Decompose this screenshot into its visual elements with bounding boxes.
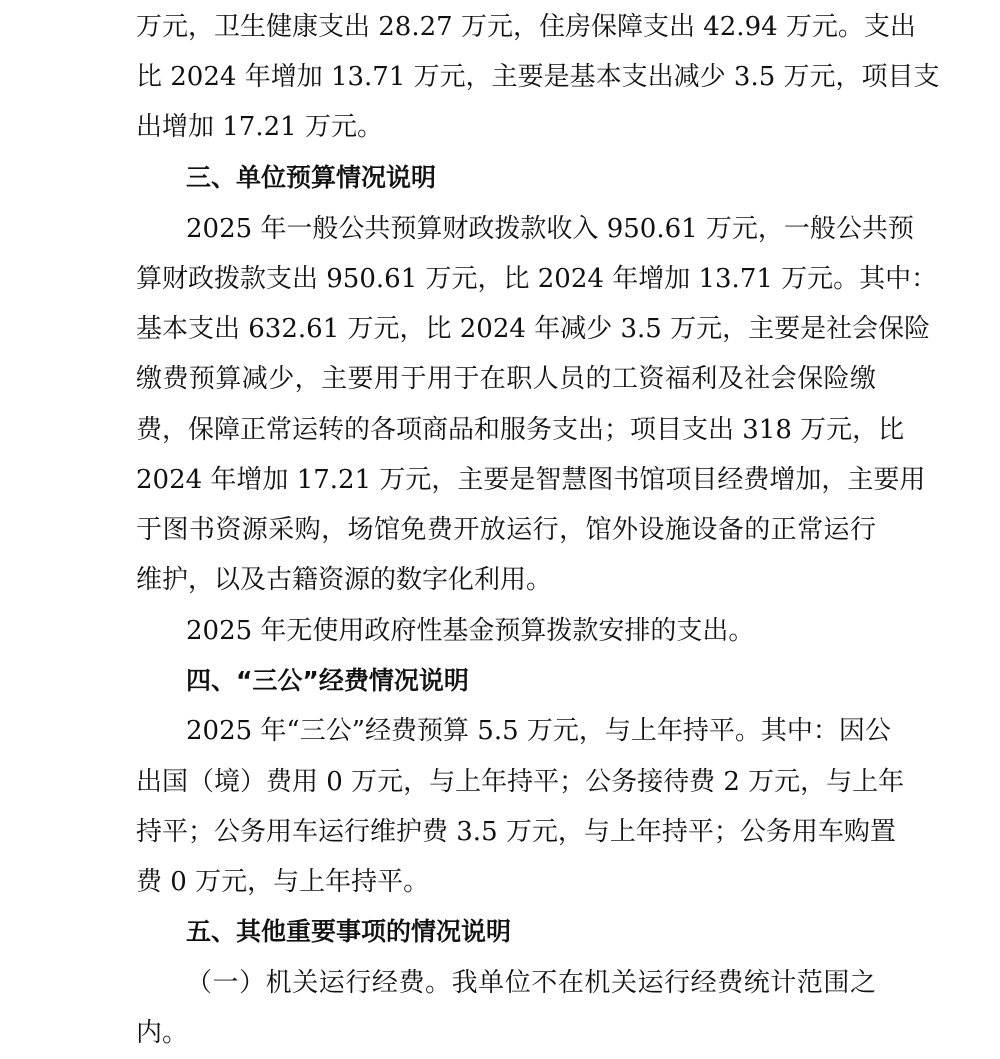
paragraph-line: （一）机关运行经费。我单位不在机关运行经费统计范围之 <box>186 968 876 998</box>
paragraph-line: 算财政拨款支出 950.61 万元，比 2024 年增加 13.71 万元。其中： <box>136 264 938 294</box>
section-heading: 三、单位预算情况说明 <box>186 163 437 192</box>
paragraph-line: 内。 <box>136 1018 189 1048</box>
paragraph-line: 比 2024 年增加 13.71 万元，主要是基本支出减少 3.5 万元，项目支 <box>136 62 940 92</box>
paragraph-line: 出增加 17.21 万元。 <box>136 112 383 142</box>
section-heading: 五、其他重要事项的情况说明 <box>186 917 512 946</box>
paragraph-line: 维护，以及古籍资源的数字化利用。 <box>136 565 553 595</box>
paragraph-line: 费，保障正常运转的各项商品和服务支出；项目支出 318 万元，比 <box>136 415 905 445</box>
paragraph-line: 2025 年无使用政府性基金预算拨款安排的支出。 <box>186 616 755 646</box>
paragraph-line: 缴费预算减少，主要用于用于在职人员的工资福利及社会保险缴 <box>136 364 876 394</box>
paragraph-line: 出国（境）费用 0 万元，与上年持平；公务接待费 2 万元，与上年 <box>136 767 905 797</box>
paragraph-line: 2025 年“三公”经费预算 5.5 万元，与上年持平。其中：因公 <box>186 716 891 746</box>
paragraph-line: 于图书资源采购，场馆免费开放运行，馆外设施设备的正常运行 <box>136 515 876 545</box>
paragraph-line: 2024 年增加 17.21 万元，主要是智慧图书馆项目经费增加，主要用 <box>136 465 926 495</box>
paragraph-line: 持平；公务用车运行维护费 3.5 万元，与上年持平；公务用车购置 <box>136 817 896 847</box>
paragraph-line: 费 0 万元，与上年持平。 <box>136 867 430 897</box>
paragraph-line: 基本支出 632.61 万元，比 2024 年减少 3.5 万元，主要是社会保险 <box>136 314 931 344</box>
paragraph-line: 万元，卫生健康支出 28.27 万元，住房保障支出 42.94 万元。支出 <box>136 12 916 42</box>
paragraph-line: 2025 年一般公共预算财政拨款收入 950.61 万元，一般公共预 <box>186 214 914 244</box>
section-heading: 四、“三公”经费情况说明 <box>186 666 469 695</box>
